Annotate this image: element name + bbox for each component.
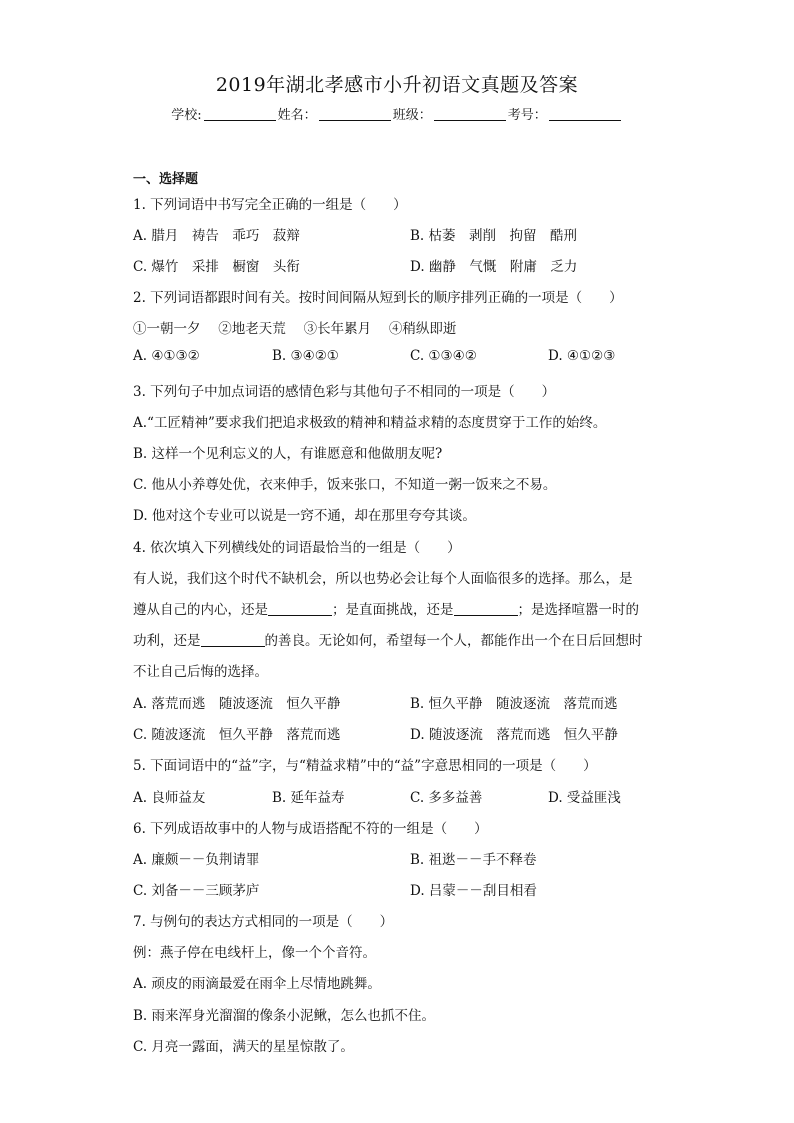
name-label: 姓名： <box>277 108 317 123</box>
q2-option-c: C. ①③④② <box>410 348 477 364</box>
q1-option-a: A. 腊月 祷告 乖巧 菽辩 <box>133 228 300 244</box>
q5-option-d: D. 受益匪浅 <box>548 790 621 806</box>
school-blank[interactable] <box>204 108 276 121</box>
q3-option-d: D. 他对这个专业可以说是一窍不通，却在那里夸夸其谈。 <box>133 508 476 524</box>
q4-option-b: B. 恒久平静 随波逐流 落荒而逃 <box>410 696 618 712</box>
q5-option-a: A. 良师益友 <box>133 790 206 806</box>
name-blank[interactable] <box>319 108 391 121</box>
question-6-stem: 6. 下列成语故事中的人物与成语搭配不符的一组是（ ） <box>133 821 488 837</box>
q4-blank-3[interactable] <box>201 634 265 647</box>
q6-option-b: B. 祖逖－－手不释卷 <box>410 852 537 868</box>
q4-passage-text: 功利，还是 <box>133 633 201 649</box>
question-7-stem: 7. 与例句的表达方式相同的一项是（ ） <box>133 914 394 930</box>
q6-option-c: C. 刘备－－三顾茅庐 <box>133 883 260 899</box>
q2-word-list: ①一朝一夕 ②地老天荒 ③长年累月 ④稍纵即逝 <box>133 321 457 337</box>
q4-passage-line-4: 不让自己后悔的选择。 <box>133 664 268 680</box>
q1-option-b: B. 枯萎 剥削 拘留 酷刑 <box>410 228 578 244</box>
class-blank[interactable] <box>434 108 506 121</box>
page-title: 2019年湖北孝感市小升初语文真题及答案 <box>215 74 579 96</box>
q4-passage-text: ；是直面挑战，还是 <box>332 602 454 618</box>
question-4-stem: 4. 依次填入下列横线处的词语最恰当的一组是（ ） <box>133 540 461 556</box>
q3-option-a: A.“工匠精神”要求我们把追求极致的精神和精益求精的态度贯穿于工作的始终。 <box>133 415 607 431</box>
q4-passage-line-3 <box>133 629 643 649</box>
q4-blank-1[interactable] <box>268 603 332 616</box>
question-1-stem: 1. 下列词语中书写完全正确的一组是（ ） <box>133 197 407 213</box>
question-5-stem: 5. 下面词语中的“益”字，与“精益求精”中的“益”字意思相同的一项是（ ） <box>133 758 597 774</box>
school-label: 学校: <box>171 108 202 123</box>
q1-option-c: C. 爆竹 采排 橱窗 头衔 <box>133 259 300 275</box>
q7-example: 例：燕子停在电线杆上，像一个个音符。 <box>133 945 376 961</box>
q4-option-c: C. 随波逐流 恒久平静 落荒而逃 <box>133 727 341 743</box>
q2-option-b: B. ③④②① <box>272 348 339 364</box>
q2-option-d: D. ④①②③ <box>548 348 616 364</box>
q6-option-d: D. 吕蒙－－刮目相看 <box>410 883 537 899</box>
question-3-stem: 3. 下列句子中加点词语的感情色彩与其他句子不相同的一项是（ ） <box>133 384 556 400</box>
q5-option-b: B. 延年益寿 <box>272 790 345 806</box>
q3-option-b: B. 这样一个见利忘义的人，有谁愿意和他做朋友呢? <box>133 446 443 462</box>
number-label: 考号： <box>507 108 547 123</box>
q1-option-d: D. 幽静 气慨 附庸 乏力 <box>410 259 578 275</box>
q6-option-a: A. 廉颇－－负荆请罪 <box>133 852 260 868</box>
section-heading: 一、选择题 <box>133 172 199 187</box>
q4-passage-text: 的善良。无论如何，希望每一个人，都能作出一个在日后回想时 <box>264 633 643 649</box>
q7-option-a: A. 顽皮的雨滴最爱在雨伞上尽情地跳舞。 <box>133 976 381 992</box>
q4-option-a: A. 落荒而逃 随波逐流 恒久平静 <box>133 696 341 712</box>
class-label: 班级： <box>392 108 432 123</box>
q4-option-d: D. 随波逐流 落荒而逃 恒久平静 <box>410 727 618 743</box>
question-2-stem: 2. 下列词语都跟时间有关。按时间间隔从短到长的顺序排列正确的一项是（ ） <box>133 290 623 306</box>
q4-passage-text: ；是选择喧嚣一时的 <box>517 602 639 618</box>
q2-option-a: A. ④①③② <box>133 348 200 364</box>
number-blank[interactable] <box>549 108 621 121</box>
q5-option-c: C. 多多益善 <box>410 790 483 806</box>
q4-passage-line-1: 有人说，我们这个时代不缺机会，所以也势必会让每个人面临很多的选择。那么，是 <box>133 571 633 587</box>
q7-option-c: C. 月亮一露面，满天的星星惊散了。 <box>133 1039 354 1055</box>
q3-option-c: C. 他从小养尊处优，衣来伸手，饭来张口，不知道一粥一饭来之不易。 <box>133 477 557 493</box>
q4-passage-text: 遵从自己的内心，还是 <box>133 602 268 618</box>
q7-option-b: B. 雨来浑身光溜溜的像条小泥鳅，怎么也抓不住。 <box>133 1008 436 1024</box>
q4-passage-line-2 <box>133 598 639 618</box>
q4-blank-2[interactable] <box>454 603 518 616</box>
student-info-line <box>0 104 794 123</box>
